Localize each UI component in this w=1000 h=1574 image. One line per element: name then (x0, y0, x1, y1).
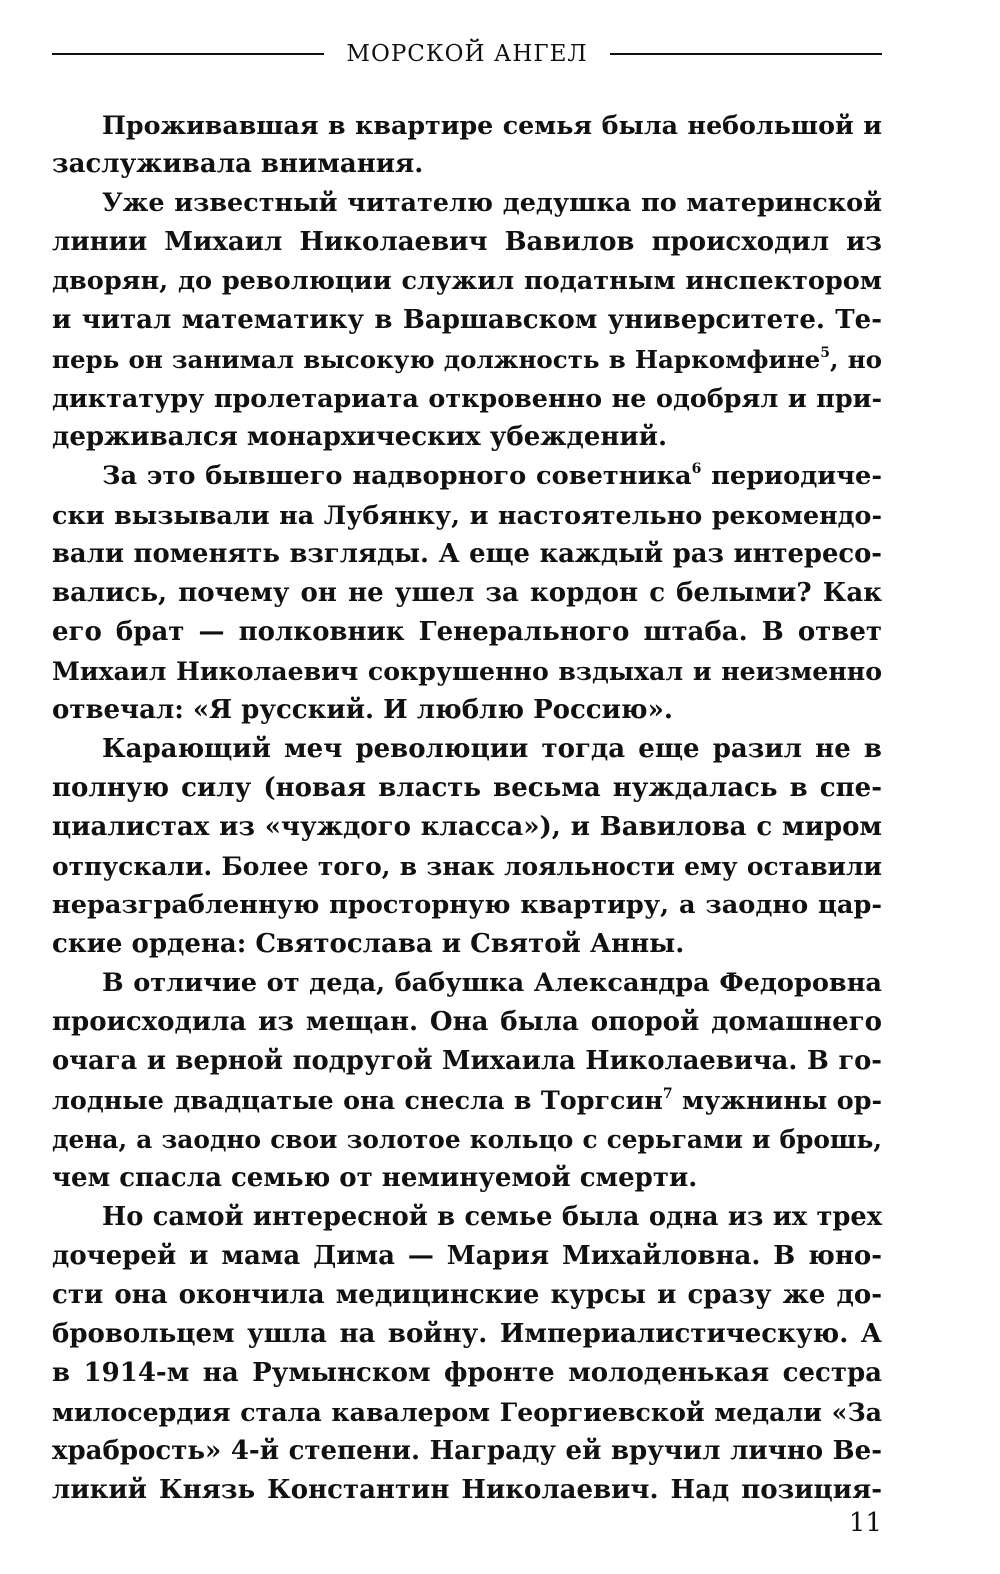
text-line (52, 457, 882, 496)
text-line: линии Михаил Николаевич Вавилов происходил из (52, 227, 882, 257)
text-line: Уже известный читателю дедушка по материнской (102, 188, 882, 218)
text-line: отпускали. Более того, в знак лояльности ему оставили (52, 852, 882, 881)
text-line: циалистах из «чуждого класса»), и Вавилова с миром (52, 812, 882, 842)
text-line: дена, а заодно свои золотое кольцо с серьгами и брошь, (52, 1125, 882, 1154)
text-line: в 1914-м на Румынском фронте молоденькая сестра (52, 1358, 882, 1388)
text-line: сти она окончила медицинские курсы и сразу же до- (52, 1280, 882, 1310)
text-line: заслуживала внимания. (52, 149, 424, 179)
text-line: Михаил Николаевич сокрушенно вздыхал и неизменно (52, 656, 882, 686)
text-line: вали поменять взгляды. А еще каждый раз интересо- (52, 539, 882, 569)
line-text-continued: периодиче- (701, 461, 882, 491)
text-line: бровольцем ушла на войну. Империалистическую. А (52, 1319, 882, 1349)
text-line: храбрость» 4-й степени. Награду ей вручил лично Ве- (52, 1436, 882, 1466)
body-text (52, 106, 882, 1510)
text-line: отвечал: «Я русский. И люблю Россию». (52, 695, 673, 725)
text-line: очага и верной подругой Михаила Николаевича. В го- (52, 1046, 882, 1076)
header-rule-right (610, 53, 882, 55)
line-text-continued: , но (830, 345, 882, 374)
text-line: ски вызывали на Лубянку, и настоятельно рекомендо- (52, 500, 882, 530)
text-line (52, 340, 882, 379)
text-line: ликий Князь Константин Николаевич. Над позиция- (52, 1475, 882, 1505)
text-line: Карающий меч революции тогда еще разил не в (102, 734, 882, 764)
text-line: дочерей и мама Дима — Мария Михайловна. В юно- (52, 1241, 882, 1271)
text-line: В отличие от деда, бабушка Александра Федоровна (102, 968, 882, 998)
text-line: Проживавшая в квартире семья была небольшой и (102, 110, 882, 140)
text-line: милосердия стала кавалером Георгиевской медали «За (52, 1397, 882, 1427)
text-line: вались, почему он не ушел за кордон с белыми? Как (52, 578, 882, 608)
text-line: и читал математику в Варшавском университете. Те- (52, 305, 882, 335)
text-line (52, 1081, 882, 1120)
text-line: диктатуру пролетариата откровенно не одобрял и при- (52, 383, 882, 413)
line-text-continued: мужнины ор- (672, 1085, 882, 1115)
footnote-marker: 7 (662, 1086, 673, 1102)
text-line: держивался монархических убеждений. (52, 422, 668, 452)
text-line: полную силу (новая власть весьма нуждалась в спе- (52, 773, 882, 803)
header-rule-left (52, 53, 324, 55)
text-line: его брат — полковник Генерального штаба. В ответ (52, 617, 882, 647)
text-line: происходила из мещан. Она была опорой домашнего (52, 1007, 882, 1037)
text-line: чем спасла семью от неминуемой смерти. (52, 1163, 698, 1193)
running-title: МОРСКОЙ АНГЕЛ (346, 41, 588, 67)
page-number: 11 (848, 1508, 882, 1538)
text-line: ские ордена: Святослава и Святой Анны. (52, 929, 685, 959)
running-header (52, 34, 882, 74)
text-line: дворян, до революции служил податным инспектором (52, 266, 882, 296)
text-line: неразграбленную просторную квартиру, а заодно цар- (52, 890, 882, 920)
text-line: Но самой интересной в семье была одна из их трех (102, 1202, 882, 1232)
line-text: За это бывшего надворного советника (102, 461, 692, 491)
line-text: лодные двадцатые она снесла в Торгсин (52, 1085, 663, 1115)
footnote-marker: 5 (820, 345, 831, 361)
footnote-marker: 6 (691, 461, 702, 477)
line-text: перь он занимал высокую должность в Наркомфине (52, 345, 821, 374)
